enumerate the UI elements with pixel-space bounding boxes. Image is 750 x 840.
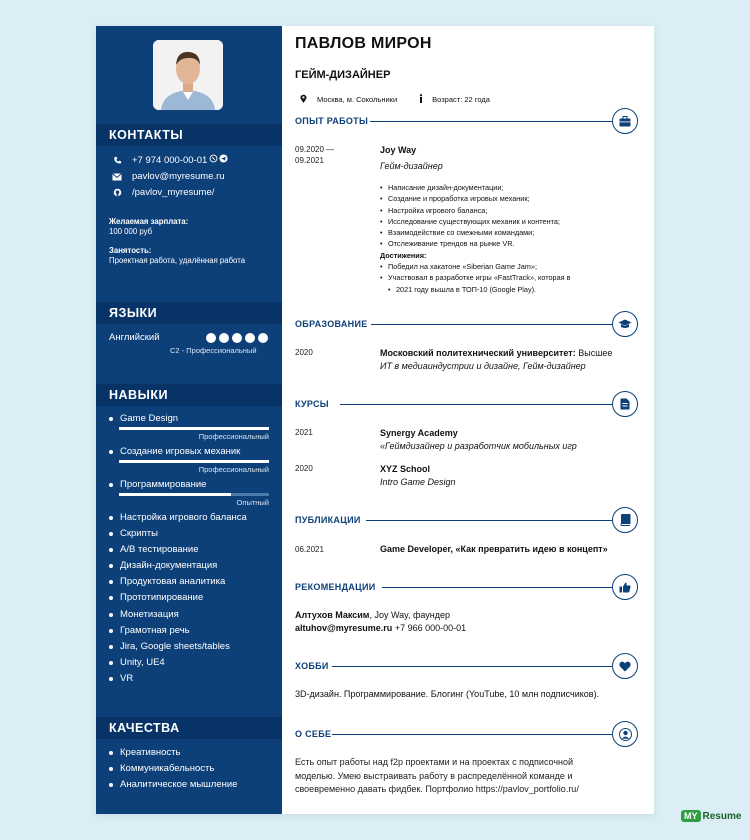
hobbies-heading: ХОББИ <box>295 661 329 671</box>
graduation-cap-icon <box>612 311 638 337</box>
phone-icon <box>111 156 123 165</box>
duty-item: • Отслеживание трендов на рынке VR. <box>380 238 571 249</box>
hobbies-text: 3D-дизайн. Программирование. Блогинг (YouTube, 10 млн подписчиков). <box>295 689 600 699</box>
skill-level: Опытный <box>236 498 269 507</box>
github-icon <box>111 188 123 197</box>
user-icon <box>612 721 638 747</box>
education-year: 2020 <box>295 348 313 357</box>
quality-item: Аналитическое мышление <box>109 779 237 790</box>
telegram-icon <box>219 154 228 166</box>
experience-position: Гейм-дизайнер <box>380 161 443 171</box>
rating-dot <box>206 333 216 343</box>
quality-item: Коммуникабельность <box>109 763 214 774</box>
course-year: 2021 <box>295 428 313 437</box>
recommender: Алтухов Максим, Joy Way, фаундер <box>295 610 451 620</box>
recommendations-heading: РЕКОМЕНДАЦИИ <box>295 582 376 592</box>
mail-icon <box>111 173 123 181</box>
experience-company: Joy Way <box>380 145 417 155</box>
skill-bar <box>119 427 269 430</box>
skill-item: Программирование <box>109 479 206 490</box>
skill-item: Дизайн-документация <box>109 560 217 571</box>
skill-item: A/B тестирование <box>109 544 199 555</box>
resume-sheet <box>96 26 654 814</box>
heart-icon <box>612 653 638 679</box>
section-rule <box>340 404 612 405</box>
skill-level: Профессиональный <box>198 465 269 474</box>
skill-item: Продуктовая аналитика <box>109 576 225 587</box>
about-heading: О СЕБЕ <box>295 729 332 739</box>
salary-label: Желаемая зарплата: <box>109 217 189 226</box>
skill-item: Создание игровых механик <box>109 446 240 457</box>
education-heading: ОБРАЗОВАНИЕ <box>295 319 368 329</box>
email-text: pavlov@myresume.ru <box>132 171 225 182</box>
rating-dot <box>245 333 255 343</box>
achievement-item: • 2021 году вышла в ТОП-10 (Google Play). <box>380 284 571 295</box>
duty-item: • Исследование существующих механик и контента; <box>380 216 571 227</box>
skill-item: Скрипты <box>109 528 158 539</box>
candidate-role: ГЕЙМ-ДИЗАЙНЕР <box>295 69 391 81</box>
language-rating <box>206 333 268 343</box>
publication-title: Game Developer, «Как превратить идею в концепт» <box>380 544 608 554</box>
section-rule <box>371 324 612 325</box>
skill-item: VR <box>109 673 133 684</box>
whatsapp-icon <box>209 154 218 166</box>
course-year: 2020 <box>295 464 313 473</box>
section-rule <box>370 121 612 122</box>
about-line: Есть опыт работы над f2p проектами и на проектах с подписочной <box>295 757 574 767</box>
skill-bar <box>119 460 269 463</box>
recommender-contacts: altuhov@myresume.ru +7 966 000-00-01 <box>295 623 467 633</box>
education-degree: ИТ в медиаиндустрии и дизайне, Гейм-дизайнер <box>380 361 586 371</box>
experience-date-from: 09.2020 — <box>295 145 335 154</box>
book-icon <box>612 507 638 533</box>
course-name: Intro Game Design <box>380 477 456 487</box>
about-text <box>295 756 635 797</box>
section-rule <box>382 587 612 588</box>
employment-value: Проектная работа, удалённая работа <box>109 256 246 265</box>
age-text: Возраст: 22 года <box>432 95 490 104</box>
section-rule <box>366 520 612 521</box>
about-line: моделью. Умею выстраивать работу в распределённой команде и <box>295 770 573 781</box>
salary-value: 100 000 руб <box>109 227 153 236</box>
github-text: /pavlov_myresume/ <box>132 187 215 198</box>
location-text: Москва, м. Сокольники <box>317 95 398 104</box>
candidate-name: ПАВЛОВ МИРОН <box>295 35 432 52</box>
duty-item: • Написание дизайн-документации; <box>380 182 571 193</box>
skill-item: Прототипирование <box>109 592 203 603</box>
section-rule <box>332 734 612 735</box>
section-rule <box>332 666 612 667</box>
duty-item: • Взаимодействие со смежными командами; <box>380 227 571 238</box>
achievement-item: • Победил на хакатоне «Siberian Game Jam»; <box>380 261 571 272</box>
courses-heading: КУРСЫ <box>295 399 329 409</box>
experience-date-to: 09.2021 <box>295 156 324 165</box>
myresume-logo[interactable] <box>681 810 741 822</box>
skill-bar <box>119 493 269 496</box>
employment-label: Занятость: <box>109 246 152 255</box>
course-school: XYZ School <box>380 464 431 474</box>
skill-item: Unity, UE4 <box>109 657 165 668</box>
skill-item: Jira, Google sheets/tables <box>109 641 230 652</box>
logo-my: MY <box>681 810 701 822</box>
skill-level: Профессиональный <box>198 432 269 441</box>
qualities-heading: КАЧЕСТВА <box>96 717 282 739</box>
course-school: Synergy Academy <box>380 428 458 438</box>
profile-photo <box>153 40 223 110</box>
language-name: Английский <box>109 332 160 343</box>
skill-item: Настройка игрового баланса <box>109 512 247 523</box>
github-row[interactable] <box>111 187 214 198</box>
skills-heading: НАВЫКИ <box>96 384 282 406</box>
rating-dot <box>232 333 242 343</box>
main-content <box>282 26 654 814</box>
about-line: своевременно давать фидбек. Портфолио https://pavlov_portfolio.ru/ <box>295 784 579 794</box>
location-icon <box>300 94 307 105</box>
rating-dot <box>219 333 229 343</box>
languages-heading: ЯЗЫКИ <box>96 302 282 324</box>
skill-item: Монетизация <box>109 609 179 620</box>
sidebar <box>96 26 282 814</box>
rating-dot <box>258 333 268 343</box>
publication-date: 06.2021 <box>295 545 324 554</box>
achievements-label: Достижения: <box>380 250 427 260</box>
education-school-line: Московский политехнический университет: Высшее <box>380 348 613 358</box>
achievement-item: • Участвовал в разработке игры «FastTrack», которая в <box>380 272 571 283</box>
publications-heading: ПУБЛИКАЦИИ <box>295 515 361 525</box>
phone-row[interactable] <box>111 154 228 166</box>
duty-item: • Создание и проработка игровых механик; <box>380 193 571 204</box>
meta-row <box>300 94 490 105</box>
quality-item: Креативность <box>109 747 180 758</box>
thumbs-up-icon <box>612 574 638 600</box>
phone-text: +7 974 000-00-01 <box>132 154 208 166</box>
experience-heading: ОПЫТ РАБОТЫ <box>295 116 369 126</box>
briefcase-icon <box>612 108 638 134</box>
language-level: C2 - Профессиональный <box>170 346 257 355</box>
contacts-heading: КОНТАКТЫ <box>96 124 282 146</box>
duty-item: • Настройка игрового баланса; <box>380 205 571 216</box>
course-name: «Геймдизайнер и разработчик мобильных игр <box>380 441 577 451</box>
document-icon <box>612 391 638 417</box>
skill-item: Грамотная речь <box>109 625 190 636</box>
email-row[interactable] <box>111 171 225 182</box>
experience-details <box>380 182 571 295</box>
skill-item: Game Design <box>109 413 178 424</box>
info-icon <box>419 94 423 105</box>
logo-resume: Resume <box>702 810 742 822</box>
